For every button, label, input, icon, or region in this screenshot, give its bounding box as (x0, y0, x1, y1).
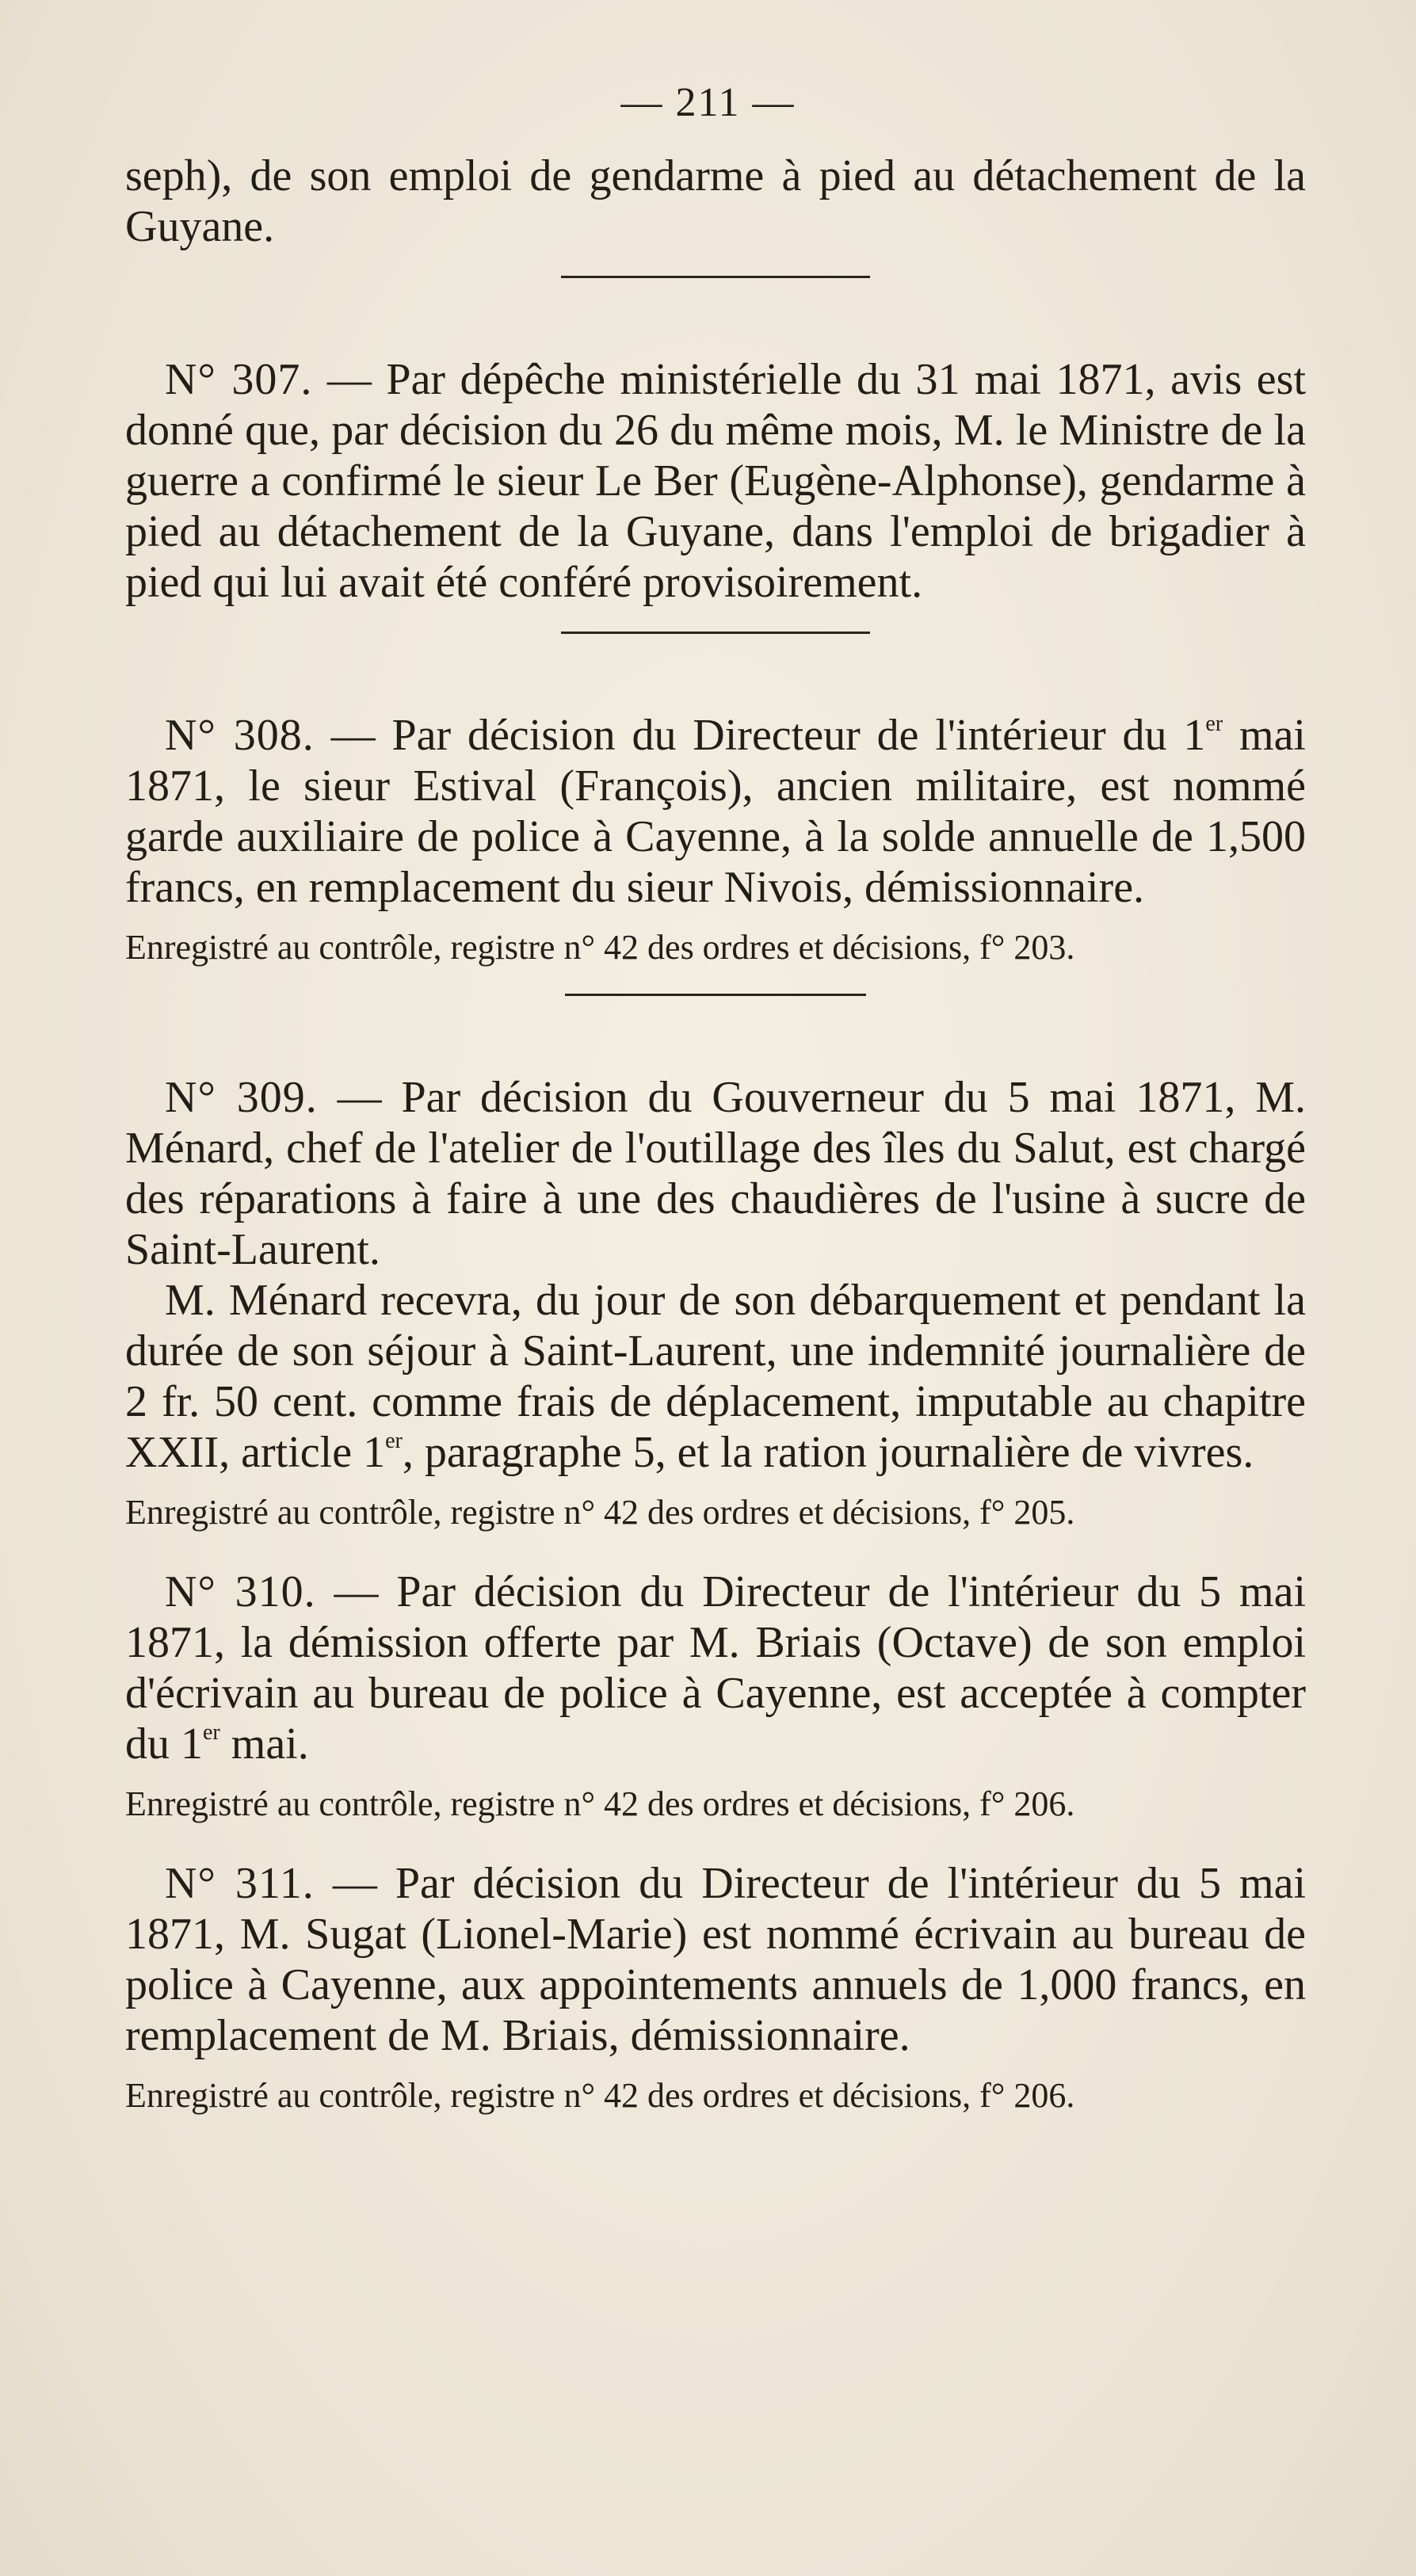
entry-308-registry: Enregistré au contrôle, registre n° 42 des ordres et décisions, f° 203. (125, 928, 1075, 967)
entry-310-superscript: er (203, 1720, 220, 1745)
entry-309-body: — Par décision du Gouverneur du 5 mai 1871, M. Ménard, chef de l'atelier de l'outillage des îles du Salut, est chargé des réparations à faire à une des chaudières de l'usine à sucre de Saint-Laurent. (125, 1073, 1307, 1274)
entry-307-number: N° 307. (165, 355, 313, 404)
entry-309-superscript: er (385, 1429, 403, 1453)
entry-308-number: N° 308. (165, 711, 315, 760)
entry-309-body2-b: , paragraphe 5, et la ration journalière de vivres. (402, 1428, 1254, 1477)
entry-309-number: N° 309. (165, 1073, 318, 1122)
text-column (125, 151, 1306, 2118)
entry-310-registry: Enregistré au contrôle, registre n° 42 des ordres et décisions, f° 206. (125, 1784, 1075, 1823)
entry-310-body-b: mai. (219, 1719, 309, 1769)
entry-311-body: — Par décision du Directeur de l'intérieur du 5 mai 1871, M. Sugat (Lionel-Marie) est nommé écrivain au bureau de police à Cayenne, aux appointements annuels de 1,000 francs, en remplacement de M. Briais, démissionnaire. (125, 1859, 1307, 2060)
section-divider (565, 994, 866, 996)
entry-310-number: N° 310. (165, 1567, 316, 1616)
section-divider (561, 276, 870, 278)
page-number: — 211 — (620, 80, 796, 125)
entry-307 (125, 354, 1306, 608)
entry-311 (125, 1858, 1306, 2061)
entry-307-body: — Par dépêche ministérielle du 31 mai 1871, avis est donné que, par décision du 26 du même mois, M. le Ministre de la guerre a confirmé le sieur Le Ber (Eugène-Alphonse), gendarme à pied au détachement de la Guyane, dans l'emploi de brigadier à pied qui lui avait été conféré provisoirement. (125, 355, 1307, 607)
entry-309-registry: Enregistré au contrôle, registre n° 42 des ordres et décisions, f° 205. (125, 1493, 1075, 1532)
section-divider (561, 632, 870, 634)
entry-309-body2-a: M. Ménard recevra, du jour de son débarquement et pendant la durée de son séjour à Saint-Laurent, une indemnité journalière de 2 fr. 50 cent. comme frais de déplacement, imputable au chapitre XXII, article 1 (125, 1276, 1306, 1477)
entry-308-superscript: er (1205, 712, 1223, 736)
entry-310-body-a: — Par décision du Directeur de l'intérieur du 5 mai 1871, la démission offerte par M. Briais (Octave) de son emploi d'écrivain au bureau de police à Cayenne, est acceptée à compter du 1 (125, 1567, 1307, 1769)
entry-309-paragraph-2 (125, 1275, 1306, 1478)
entry-308 (125, 710, 1306, 913)
intro-paragraph: seph), de son emploi de gendarme à pied au détachement de la Guyane. (125, 151, 1306, 251)
entry-309 (125, 1072, 1306, 1275)
entry-308-body-a: — Par décision du Directeur de l'intérieur du 1 (330, 711, 1206, 760)
entry-311-registry: Enregistré au contrôle, registre n° 42 des ordres et décisions, f° 206. (125, 2076, 1075, 2115)
entry-311-number: N° 311. (165, 1859, 315, 1908)
entry-310 (125, 1567, 1306, 1769)
entry-308-body-b: mai 1871, le sieur Estival (François), ancien militaire, est nommé garde auxiliaire de police à Cayenne, à la solde annuelle de 1,500 francs, en remplacement du sieur Nivois, démissionnaire. (125, 711, 1306, 912)
